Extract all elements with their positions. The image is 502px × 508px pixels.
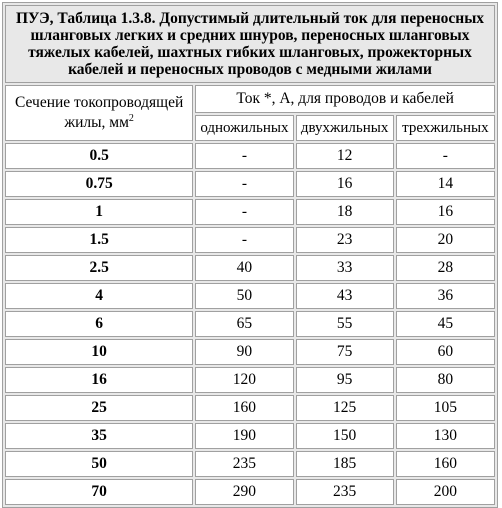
table-body — [5, 143, 495, 505]
double-core-cell: 125 — [296, 395, 394, 421]
section-cell: 50 — [5, 451, 193, 477]
double-core-cell: 33 — [296, 255, 394, 281]
table-row — [5, 311, 495, 337]
table-row — [5, 143, 495, 169]
table-row — [5, 283, 495, 309]
triple-core-cell: 105 — [396, 395, 495, 421]
table-row — [5, 367, 495, 393]
table-row — [5, 227, 495, 253]
single-core-cell: 290 — [195, 479, 293, 505]
section-cell: 6 — [5, 311, 193, 337]
caption-line-3: тяжелых кабелей, шахтных гибких шланговых, прожекторных — [28, 44, 472, 61]
triple-core-cell: 45 — [396, 311, 495, 337]
caption-line-4: кабелей и переносных проводов с медными жилами — [68, 61, 432, 78]
col-header-triple: трехжильных — [396, 115, 495, 141]
section-cell: 10 — [5, 339, 193, 365]
single-core-cell: - — [195, 199, 293, 225]
double-core-cell: 150 — [296, 423, 394, 449]
triple-core-cell: 80 — [396, 367, 495, 393]
double-core-cell: 18 — [296, 199, 394, 225]
double-core-cell: 185 — [296, 451, 394, 477]
section-cell: 16 — [5, 367, 193, 393]
triple-core-cell: 16 — [396, 199, 495, 225]
section-header-line-1: Сечение токопроводящей — [15, 94, 184, 111]
double-core-cell: 43 — [296, 283, 394, 309]
double-core-cell: 55 — [296, 311, 394, 337]
col-header-double: двухжильных — [296, 115, 394, 141]
single-core-cell: - — [195, 171, 293, 197]
double-core-cell: 75 — [296, 339, 394, 365]
table-row — [5, 255, 495, 281]
triple-core-cell: 60 — [396, 339, 495, 365]
section-cell: 0.5 — [5, 143, 193, 169]
triple-core-cell: 160 — [396, 451, 495, 477]
single-core-cell: - — [195, 143, 293, 169]
single-core-cell: 190 — [195, 423, 293, 449]
section-header-line-2: жилы, мм — [64, 114, 129, 131]
table-container — [2, 2, 498, 508]
col-header-single: одножильных — [195, 115, 293, 141]
table-caption — [5, 5, 495, 83]
triple-core-cell: 200 — [396, 479, 495, 505]
single-core-cell: 65 — [195, 311, 293, 337]
double-core-cell: 235 — [296, 479, 394, 505]
section-cell: 4 — [5, 283, 193, 309]
section-cell: 0.75 — [5, 171, 193, 197]
triple-core-cell: 28 — [396, 255, 495, 281]
section-cell: 1 — [5, 199, 193, 225]
current-header: Ток *, А, для проводов и кабелей — [195, 85, 495, 113]
section-cell: 25 — [5, 395, 193, 421]
table-row — [5, 479, 495, 505]
table-row — [5, 171, 495, 197]
single-core-cell: 120 — [195, 367, 293, 393]
double-core-cell: 12 — [296, 143, 394, 169]
single-core-cell: 40 — [195, 255, 293, 281]
table-row — [5, 199, 495, 225]
table-row — [5, 423, 495, 449]
section-header — [5, 85, 193, 141]
double-core-cell: 23 — [296, 227, 394, 253]
double-core-cell: 95 — [296, 367, 394, 393]
double-core-cell: 16 — [296, 171, 394, 197]
caption-line-2: шланговых легких и средних шнуров, переносных шланговых — [30, 27, 470, 44]
triple-core-cell: - — [396, 143, 495, 169]
table-row — [5, 395, 495, 421]
section-cell: 35 — [5, 423, 193, 449]
current-table — [2, 2, 498, 508]
table-row — [5, 339, 495, 365]
single-core-cell: 50 — [195, 283, 293, 309]
single-core-cell: - — [195, 227, 293, 253]
triple-core-cell: 130 — [396, 423, 495, 449]
single-core-cell: 235 — [195, 451, 293, 477]
triple-core-cell: 20 — [396, 227, 495, 253]
single-core-cell: 90 — [195, 339, 293, 365]
section-cell: 2.5 — [5, 255, 193, 281]
single-core-cell: 160 — [195, 395, 293, 421]
table-row — [5, 451, 495, 477]
section-cell: 70 — [5, 479, 193, 505]
section-header-sup: 2 — [128, 112, 134, 124]
triple-core-cell: 36 — [396, 283, 495, 309]
triple-core-cell: 14 — [396, 171, 495, 197]
caption-line-1: ПУЭ, Таблица 1.3.8. Допустимый длительный ток для переносных — [15, 10, 485, 27]
section-cell: 1.5 — [5, 227, 193, 253]
